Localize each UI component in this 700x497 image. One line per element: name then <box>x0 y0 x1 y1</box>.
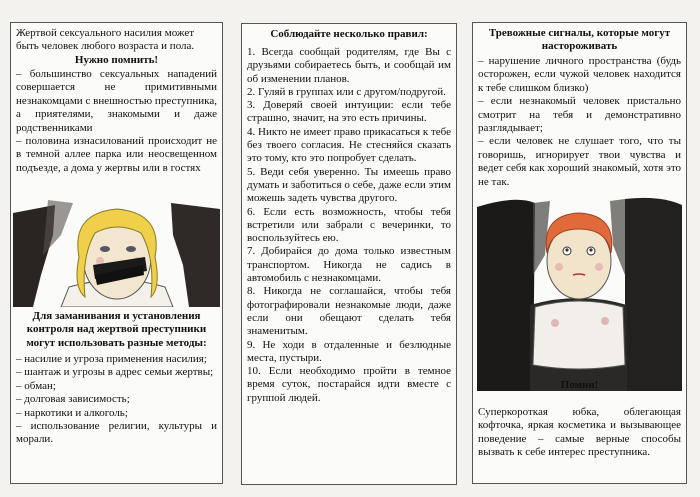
list-item: 4. Никто не имеет право прикасаться к тебе без твоего согласия. Не стесняйся сказать это тому, кто это попробует сделать. <box>247 125 451 165</box>
list-item: 1. Всегда сообщай родителям, где Вы с друзьями собираетесь быть, и сообщай им об изменении планов. <box>247 46 451 85</box>
list-item: 10. Если необходимо пройти в темное время суток, постарайся идти вместе с группой людей. <box>247 365 451 404</box>
closing-text: Суперкороткая юбка, облегающая кофточка, яркая косметика и вызывающее поведение – самые верные способы вызвать к себе интерес преступника. <box>478 406 681 459</box>
signals-list <box>478 55 681 189</box>
list-item: 5. Веди себя уверенно. Ты имеешь право думать и заботиться о себе, даже если этим можешь задеть чувства другого. <box>247 165 451 205</box>
methods-heading: Для заманивания и установления контроля над жертвой преступники могут использовать разные методы: <box>26 310 207 349</box>
list-item: 6. Если есть возможность, чтобы тебя встретили или забрали с вечеринки, то воспользуйтесь ею. <box>247 205 451 245</box>
list-item: 8. Никогда не соглашайся, чтобы тебя фотографировали незнакомые люди, даже если они обещают сделать тебя знаменитым. <box>247 285 451 338</box>
list-item: – шантаж и угрозы в адрес семьи жертвы; <box>16 366 214 379</box>
remember-heading: Нужно помнить! <box>74 54 159 66</box>
list-item: 7. Добирайся до дома только известным транспортом. Никогда не садись в автомобиль с незнакомцами. <box>247 245 451 285</box>
rules-list <box>247 46 451 405</box>
list-item: – если человек не слушает того, что ты говоришь, игнорирует твои чувства и ведет себя как хороший знакомый, хотя это не так. <box>478 135 681 188</box>
list-item: 3. Доверяй своей интуиции: если тебе страшно, значит, на это есть причины. <box>247 99 451 125</box>
facts-list <box>16 68 217 175</box>
list-item: – обман; <box>16 379 56 392</box>
list-item: – половина изнасилований происходит не в темной аллее парка или неосвещенном подъезде, а дома у жертвы или в гостях <box>16 135 217 174</box>
list-item: – насилие и угроза применения насилия; <box>16 353 207 365</box>
remember-label: Помни! <box>560 379 599 391</box>
methods-list <box>16 353 217 447</box>
rules-heading: Соблюдайте несколько правил: <box>270 28 428 40</box>
frightened-boy-illustration <box>475 195 684 391</box>
list-item: – если незнакомый человек пристально смотрит на тебя и демонстративно разглядывает; <box>478 95 681 135</box>
left-panel <box>10 22 223 484</box>
list-item: 9. Не ходи в отдаленные и безлюдные места, пустыри. <box>247 338 451 364</box>
list-item: – долговая зависимость; <box>16 393 130 406</box>
list-item: – нарушение личного пространства (будь осторожен, если чужой человек находится к тебе слишком близко) <box>478 55 681 94</box>
list-item: – использование религии, культуры и морали. <box>16 420 217 446</box>
right-panel <box>472 22 687 484</box>
list-item: – большинство сексуальных нападений совершается не примитивными незнакомцами с внешностью преступника, а приятелями, знакомыми и даже родственниками <box>16 68 217 134</box>
girl-with-taped-mouth-illustration <box>13 195 220 307</box>
intro-text: Жертвой сексуального насилия может быть человек любого возраста и пола. <box>16 27 195 53</box>
list-item: – наркотики и алкоголь; <box>16 406 128 419</box>
warning-signals-heading: Тревожные сигналы, которые могут настороживать <box>488 27 671 53</box>
middle-panel <box>241 23 457 485</box>
list-item: 2. Гуляй в группах или с другом/подругой. <box>247 85 446 98</box>
